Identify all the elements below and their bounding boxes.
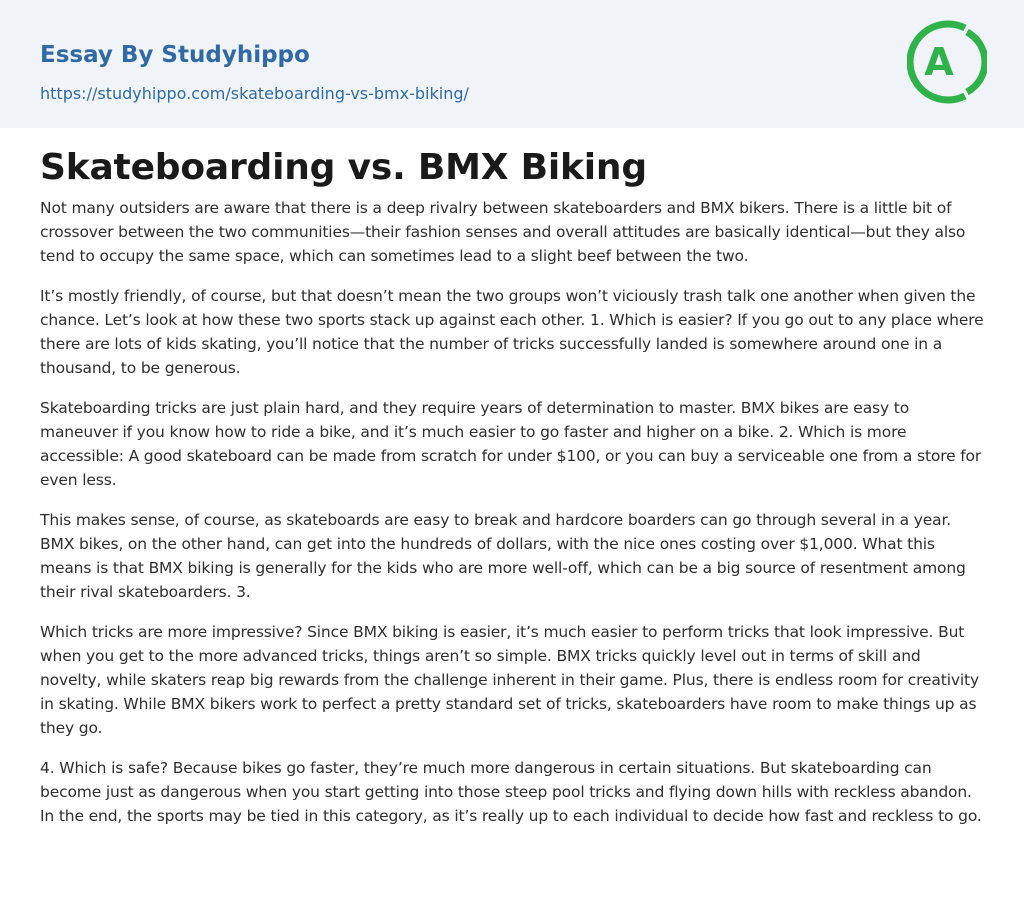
article-paragraph-1: Not many outsiders are aware that there is a deep rivalry between skateboarders and BMX bikers. There is a little bit of crossover between the two communities—their fashion senses and overall attitudes are basically identical—but they also tend to occupy the same space, which can sometimes lead to a slight beef between the two. [40,199,966,265]
logo-letter: A [924,40,954,84]
page-header [0,0,1024,128]
article-title: Skateboarding vs. BMX Biking [40,147,647,188]
article-paragraph-2: It’s mostly friendly, of course, but that doesn’t mean the two groups won’t viciously trash talk one another when given the chance. Let’s look at how these two sports stack up against each other. 1. Which is easier? If you go out to any place where there are lots of kids skating, you’ll notice that the number of tricks successfully landed is somewhere around one in a thousand, to be generous. [40,287,984,377]
article-paragraph-4: This makes sense, of course, as skateboards are easy to break and hardcore boarders can go through several in a year. BMX bikes, on the other hand, can get into the hundreds of dollars, with the nice ones costing over $1,000. What this means is that BMX biking is generally for the kids who are more well-off, which can be a big source of resentment among their rival skateboarders. 3. [40,511,966,601]
source-url-link[interactable]: https://studyhippo.com/skateboarding-vs-bmx-biking/ [40,84,469,103]
brand-title[interactable]: Essay By Studyhippo [40,42,310,68]
article [40,140,985,844]
article-paragraph-6: 4. Which is safe? Because bikes go faster, they’re much more dangerous in certain situations. But skateboarding can become just as dangerous when you start getting into those steep pool tricks and flying down hills with reckless abandon. In the end, the sports may be tied in this category, as it’s really up to each individual to decide how fast and reckless to go. [40,759,982,825]
studyhippo-logo-icon[interactable] [907,18,987,106]
article-paragraph-3: Skateboarding tricks are just plain hard, and they require years of determination to master. BMX bikes are easy to maneuver if you know how to ride a bike, and it’s much easier to go faster and higher on a bike. 2. Which is more accessible: A good skateboard can be made from scratch for under $100, or you can buy a serviceable one from a store for even less. [40,399,982,489]
article-paragraph-5: Which tricks are more impressive? Since BMX biking is easier, it’s much easier to perform tricks that look impressive. But when you get to the more advanced tricks, things aren’t so simple. BMX tricks quickly level out in terms of skill and novelty, while skaters reap big rewards from the challenge inherent in their game. Plus, there is endless room for creativity in skating. While BMX bikers work to perfect a pretty standard set of tricks, skateboarders have room to make things up as they go. [40,623,979,737]
